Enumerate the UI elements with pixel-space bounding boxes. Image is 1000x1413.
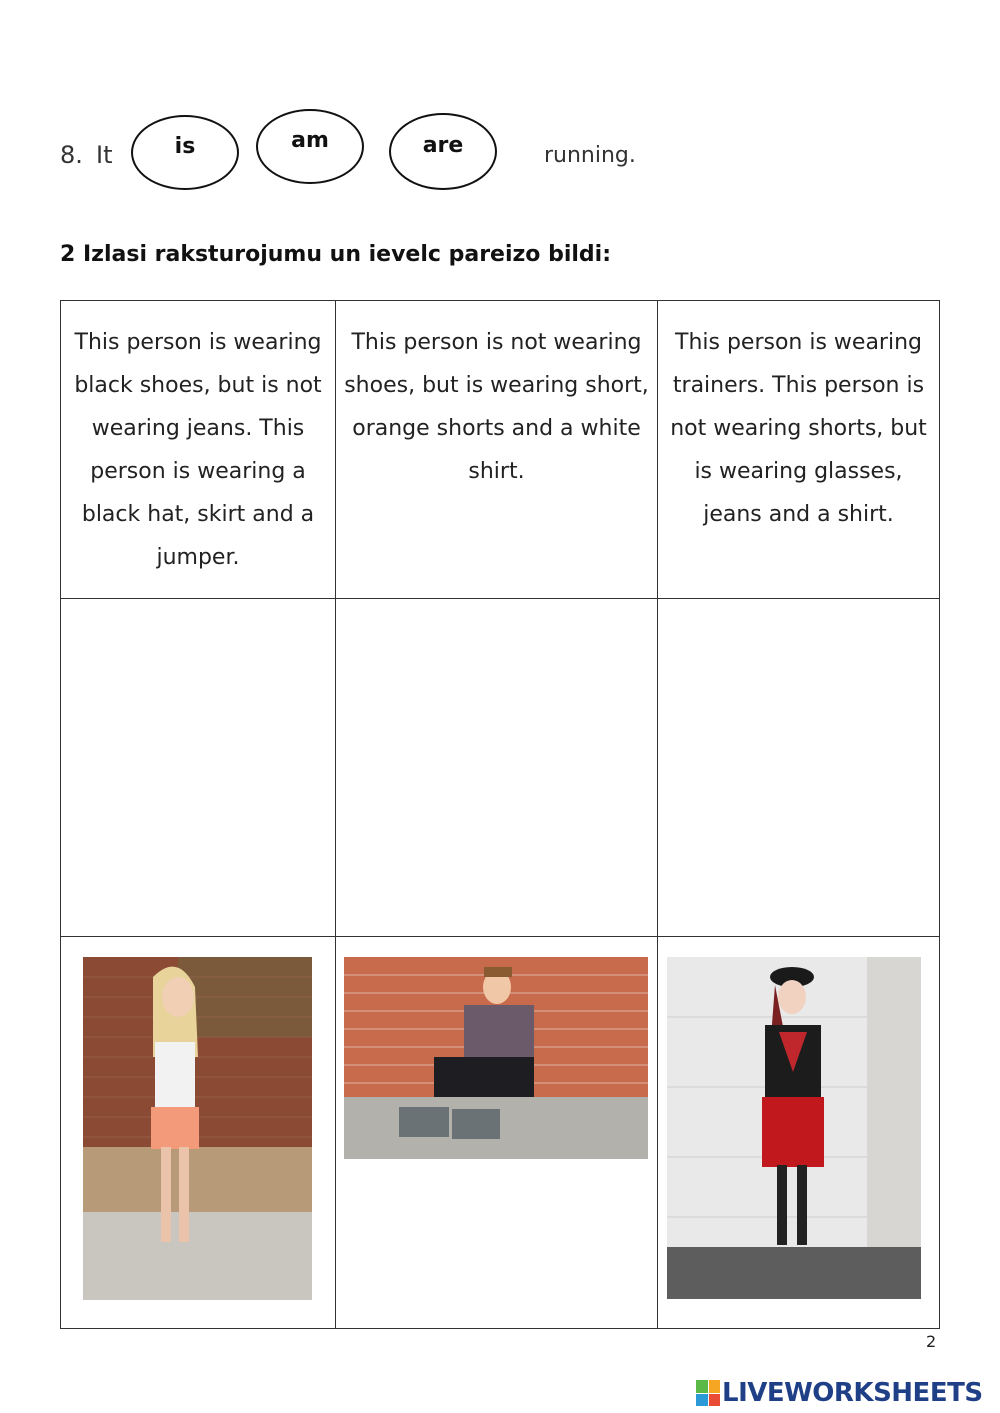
liveworksheets-logo-icon [696, 1380, 720, 1406]
drop-zone-1[interactable] [61, 599, 336, 937]
task-heading: 2 Izlasi raksturojumu un ievelc pareizo bildi: [60, 242, 611, 267]
brand-name: LIVEWORKSHEETS [722, 1378, 983, 1408]
question-subject: It [96, 141, 113, 169]
description-cell-3 [658, 301, 940, 599]
drop-zone-2[interactable] [336, 599, 658, 937]
photo-woman-red-skirt[interactable] [667, 957, 921, 1299]
description-cell-1 [61, 301, 336, 599]
photo-girl-orange-shorts[interactable] [83, 957, 312, 1300]
page-number: 2 [926, 1332, 937, 1351]
option-are[interactable] [389, 113, 497, 190]
description-text: This person is wearing trainers. This person is not wearing shorts, but is wearing glasses, jeans and a shirt. [670, 330, 927, 527]
description-cell-2 [336, 301, 658, 599]
photo-cell-3 [658, 937, 940, 1329]
option-am[interactable] [256, 109, 364, 184]
question-number: 8. [60, 141, 83, 169]
option-is[interactable] [131, 115, 239, 190]
photo-cell-1 [61, 937, 336, 1329]
option-label: is [174, 134, 196, 159]
option-label: are [422, 133, 464, 158]
description-text: This person is not wearing shoes, but is wearing short, orange shorts and a white shirt. [344, 330, 649, 484]
matching-table [60, 300, 940, 1329]
question-ending: running. [544, 143, 636, 168]
photo-cell-2 [336, 937, 658, 1329]
drop-zone-3[interactable] [658, 599, 940, 937]
option-label: am [291, 128, 329, 153]
liveworksheets-logo[interactable] [696, 1378, 983, 1408]
photo-boy-trainers[interactable] [344, 957, 648, 1159]
description-text: This person is wearing black shoes, but is not wearing jeans. This person is wearing a black hat, skirt and a jumper. [74, 330, 322, 570]
